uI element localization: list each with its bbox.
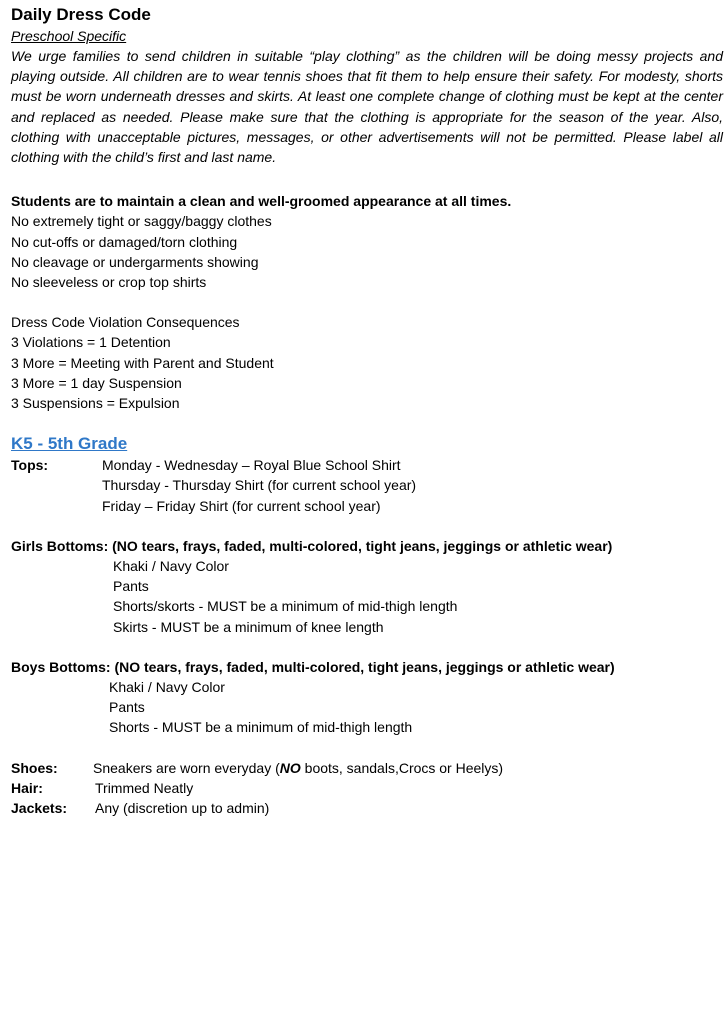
girls-bottoms-heading: Girls Bottoms: (NO tears, frays, faded, multi-colored, tight jeans, jeggings or athletic wear) [11, 537, 613, 554]
tops-item: Friday – Friday Shirt (for current school year) [102, 497, 381, 514]
consequence-item: 3 More = Meeting with Parent and Student [11, 354, 274, 371]
consequence-item: 3 Suspensions = Expulsion [11, 395, 180, 412]
spacer [11, 292, 723, 312]
appearance-rule: No sleeveless or crop top shirts [11, 274, 207, 291]
k5-5th-grade-heading[interactable]: K5 - 5th Grade [11, 434, 128, 454]
boys-bottoms-item: Shorts - MUST be a minimum of mid-thigh length [109, 719, 413, 736]
spacer [11, 413, 723, 433]
consequence-item: 3 More = 1 day Suspension [11, 374, 182, 391]
preschool-subheading: Preschool Specific [11, 28, 127, 44]
appearance-rule: No cut-offs or damaged/torn clothing [11, 233, 238, 250]
shoes-text-before: Sneakers are worn everyday ( [93, 759, 280, 776]
jackets-value: Any (discretion up to admin) [95, 800, 270, 817]
jackets-row [11, 798, 723, 818]
hair-label: Hair: [11, 779, 43, 796]
page-title: Daily Dress Code [11, 5, 151, 24]
appearance-heading: Students are to maintain a clean and well-groomed appearance at all times. [11, 193, 512, 210]
shoes-value [93, 758, 503, 778]
spacer [11, 637, 723, 657]
hair-value: Trimmed Neatly [95, 779, 194, 796]
shoes-emphasis: NO [279, 759, 301, 776]
appearance-rule: No cleavage or undergarments showing [11, 253, 259, 270]
jackets-label: Jackets: [11, 800, 68, 817]
girls-bottoms-item: Pants [113, 578, 149, 595]
girls-bottoms-item: Khaki / Navy Color [113, 558, 229, 575]
tops-item: Monday - Wednesday – Royal Blue School Shirt [102, 457, 401, 474]
dress-code-document [11, 4, 723, 818]
appearance-rule: No extremely tight or saggy/baggy clothes [11, 213, 272, 230]
shoes-row [11, 758, 723, 778]
boys-bottoms-item: Pants [109, 699, 145, 716]
spacer [11, 516, 723, 536]
shoes-text-after: boots, sandals,Crocs or Heelys) [300, 759, 504, 776]
boys-bottoms-heading: Boys Bottoms: (NO tears, frays, faded, multi-colored, tight jeans, jeggings or athletic wear) [11, 658, 615, 675]
consequences-heading: Dress Code Violation Consequences [11, 314, 240, 331]
spacer [11, 738, 723, 758]
girls-bottoms-item: Skirts - MUST be a minimum of knee length [113, 618, 384, 635]
consequence-item: 3 Violations = 1 Detention [11, 334, 171, 351]
spacer [11, 167, 723, 191]
girls-bottoms-item: Shorts/skorts - MUST be a minimum of mid-thigh length [113, 598, 458, 615]
tops-row [11, 455, 723, 475]
boys-bottoms-item: Khaki / Navy Color [109, 679, 225, 696]
hair-row [11, 778, 723, 798]
preschool-intro-paragraph: We urge families to send children in suitable “play clothing” as the children will be doing messy projects and playing outside. All children are to wear tennis shoes that fit them to help ensure their safety. For modesty, shorts must be worn underneath dresses and skirts. At least one complete change of clothing must be kept at the center and replaced as needed. Please make sure that the clothing is appropriate for the season of the year. Also, clothing with unacceptable pictures, messages, or other advertisements will not be permitted. Please label all clothing with the child’s first and last name. [11, 48, 723, 166]
shoes-label: Shoes: [11, 759, 58, 776]
tops-item: Thursday - Thursday Shirt (for current school year) [102, 477, 417, 494]
tops-label: Tops: [11, 457, 49, 474]
